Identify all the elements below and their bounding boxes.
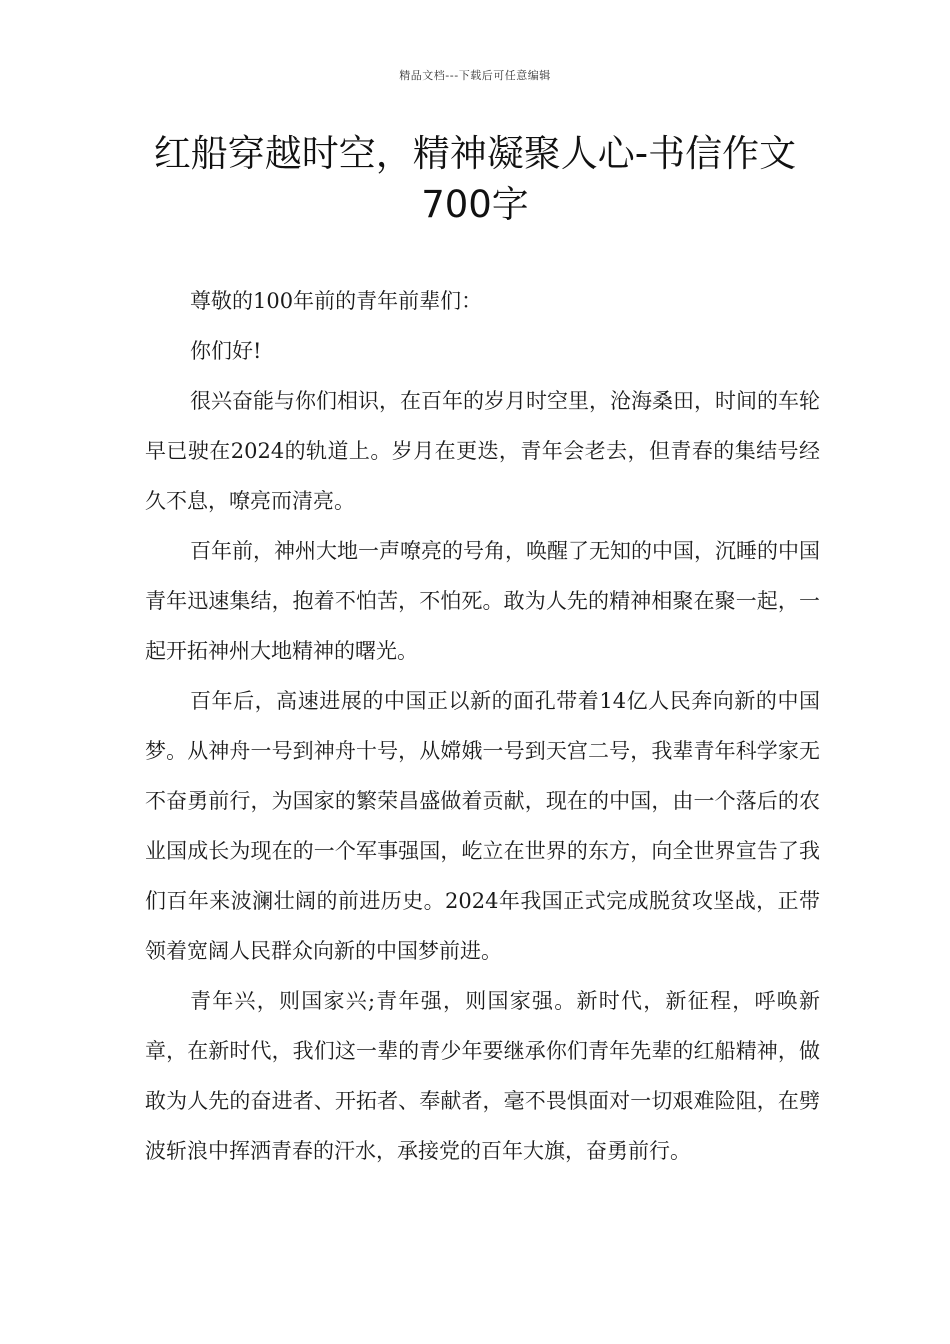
document-body	[145, 276, 820, 1176]
body-paragraph: 很兴奋能与你们相识，在百年的岁月时空里，沧海桑田，时间的车轮早已驶在2024的轨道上。岁月在更迭，青年会老去，但青春的集结号经久不息，嘹亮而清亮。	[145, 389, 820, 513]
body-paragraph: 百年前，神州大地一声嘹亮的号角，唤醒了无知的中国，沉睡的中国青年迅速集结，抱着不怕苦，不怕死。敢为人先的精神相聚在聚一起，一起开拓神州大地精神的曙光。	[145, 539, 820, 663]
body-paragraph: 百年后，高速进展的中国正以新的面孔带着14亿人民奔向新的中国梦。从神舟一号到神舟十号，从嫦娥一号到天宫二号，我辈青年科学家无不奋勇前行，为国家的繁荣昌盛做着贡献，现在的中国，由一个落后的农业国成长为现在的一个军事强国，屹立在世界的东方，向全世界宣告了我们百年来波澜壮阔的前进历史。2024年我国正式完成脱贫攻坚战，正带领着宽阔人民群众向新的中国梦前进。	[145, 689, 820, 963]
body-paragraph: 青年兴，则国家兴;青年强，则国家强。新时代，新征程，呼唤新章，在新时代，我们这一辈的青少年要继承你们青年先辈的红船精神，做敢为人先的奋进者、开拓者、奉献者，毫不畏惧面对一切艰难险阻，在劈波斩浪中挥洒青春的汗水，承接党的百年大旗，奋勇前行。	[145, 989, 820, 1163]
greeting: 你们好!	[190, 339, 262, 363]
page-header: 精品文档---下载后可任意编辑	[399, 69, 551, 82]
salutation: 尊敬的100年前的青年前辈们：	[190, 289, 483, 313]
document-title: 红船穿越时空，精神凝聚人心-书信作文700字	[153, 132, 797, 226]
